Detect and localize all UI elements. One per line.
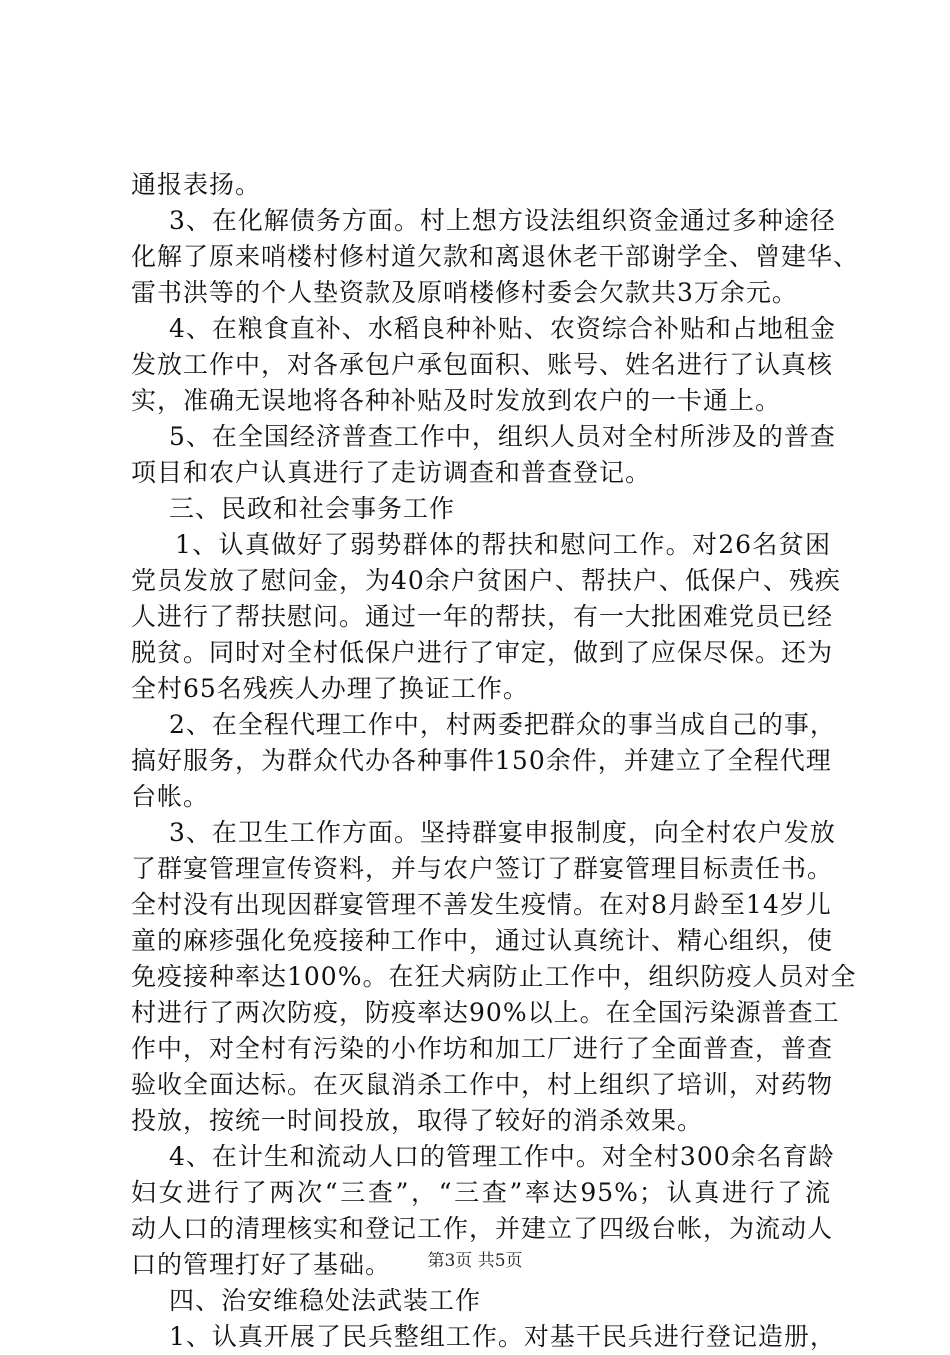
page-footer: 第3页 共5页 (427, 1251, 523, 1271)
text-line: 4、在计生和流动人口的管理工作中。对全村300余名育龄 (169, 1142, 835, 1171)
text-line: 四、治安维稳处法武装工作 (169, 1286, 482, 1315)
text-line: 4、在粮食直补、水稻良种补贴、农资综合补贴和占地租金 (169, 314, 836, 343)
text-line: 台帐。 (131, 782, 210, 811)
text-line: 村进行了两次防疫，防疫率达90%以上。在全国污染源普查工 (131, 998, 840, 1027)
text-line: 妇女进行了两次“三查”，“三查”率达95%；认真进行了流 (131, 1178, 831, 1207)
text-line: 投放，按统一时间投放，取得了较好的消杀效果。 (131, 1106, 704, 1135)
text-line: 2、在全程代理工作中，村两委把群众的事当成自己的事， (169, 710, 836, 739)
text-line: 项目和农户认真进行了走访调查和普查登记。 (131, 458, 652, 487)
text-line: 3、在化解债务方面。村上想方设法组织资金通过多种途径 (169, 206, 836, 235)
text-line: 通报表扬。 (131, 170, 262, 199)
document-body (131, 167, 860, 1355)
text-line: 雷书洪等的个人垫资款及原哨楼修村委会欠款共3万余元。 (131, 278, 798, 307)
text-line: 免疫接种率达100%。在狂犬病防止工作中，组织防疫人员对全 (131, 962, 857, 991)
text-line: 全村没有出现因群宴管理不善发生疫情。在对8月龄至14岁儿 (131, 890, 832, 919)
text-line: 搞好服务，为群众代办各种事件150余件，并建立了全程代理 (131, 746, 832, 775)
text-line: 3、在卫生工作方面。坚持群宴申报制度，向全村农户发放 (169, 818, 836, 847)
text-line: 验收全面达标。在灭鼠消杀工作中，村上组织了培训，对药物 (131, 1070, 834, 1099)
text-line: 三、民政和社会事务工作 (169, 494, 456, 523)
text-line: 发放工作中，对各承包户承包面积、账号、姓名进行了认真核 (131, 350, 834, 379)
text-line: 动人口的清理核实和登记工作，并建立了四级台帐，为流动人 (131, 1214, 834, 1243)
text-line: 作中，对全村有污染的小作坊和加工厂进行了全面普查，普查 (131, 1034, 834, 1063)
text-line: 1、认真做好了弱势群体的帮扶和慰问工作。对26名贫困 (175, 530, 831, 559)
text-line: 1、认真开展了民兵整组工作。对基干民兵进行登记造册， (169, 1322, 836, 1351)
text-line: 党员发放了慰问金，为40余户贫困户、帮扶户、低保户、残疾 (131, 566, 841, 595)
text-line: 实，准确无误地将各种补贴及时发放到农户的一卡通上。 (131, 386, 782, 415)
text-line: 了群宴管理宣传资料，并与农户签订了群宴管理目标责任书。 (131, 854, 834, 883)
text-line: 童的麻疹强化免疫接种工作中，通过认真统计、精心组织，使 (131, 926, 834, 955)
text-line: 全村65名残疾人办理了换证工作。 (131, 674, 529, 703)
text-line: 口的管理打好了基础。 (131, 1250, 392, 1279)
text-line: 人进行了帮扶慰问。通过一年的帮扶，有一大批困难党员已经 (131, 602, 834, 631)
text-line: 脱贫。同时对全村低保户进行了审定，做到了应保尽保。还为 (131, 638, 834, 667)
text-line: 5、在全国经济普查工作中，组织人员对全村所涉及的普查 (169, 422, 836, 451)
text-line: 化解了原来哨楼村修村道欠款和离退休老干部谢学全、曾建华、 (131, 242, 860, 271)
